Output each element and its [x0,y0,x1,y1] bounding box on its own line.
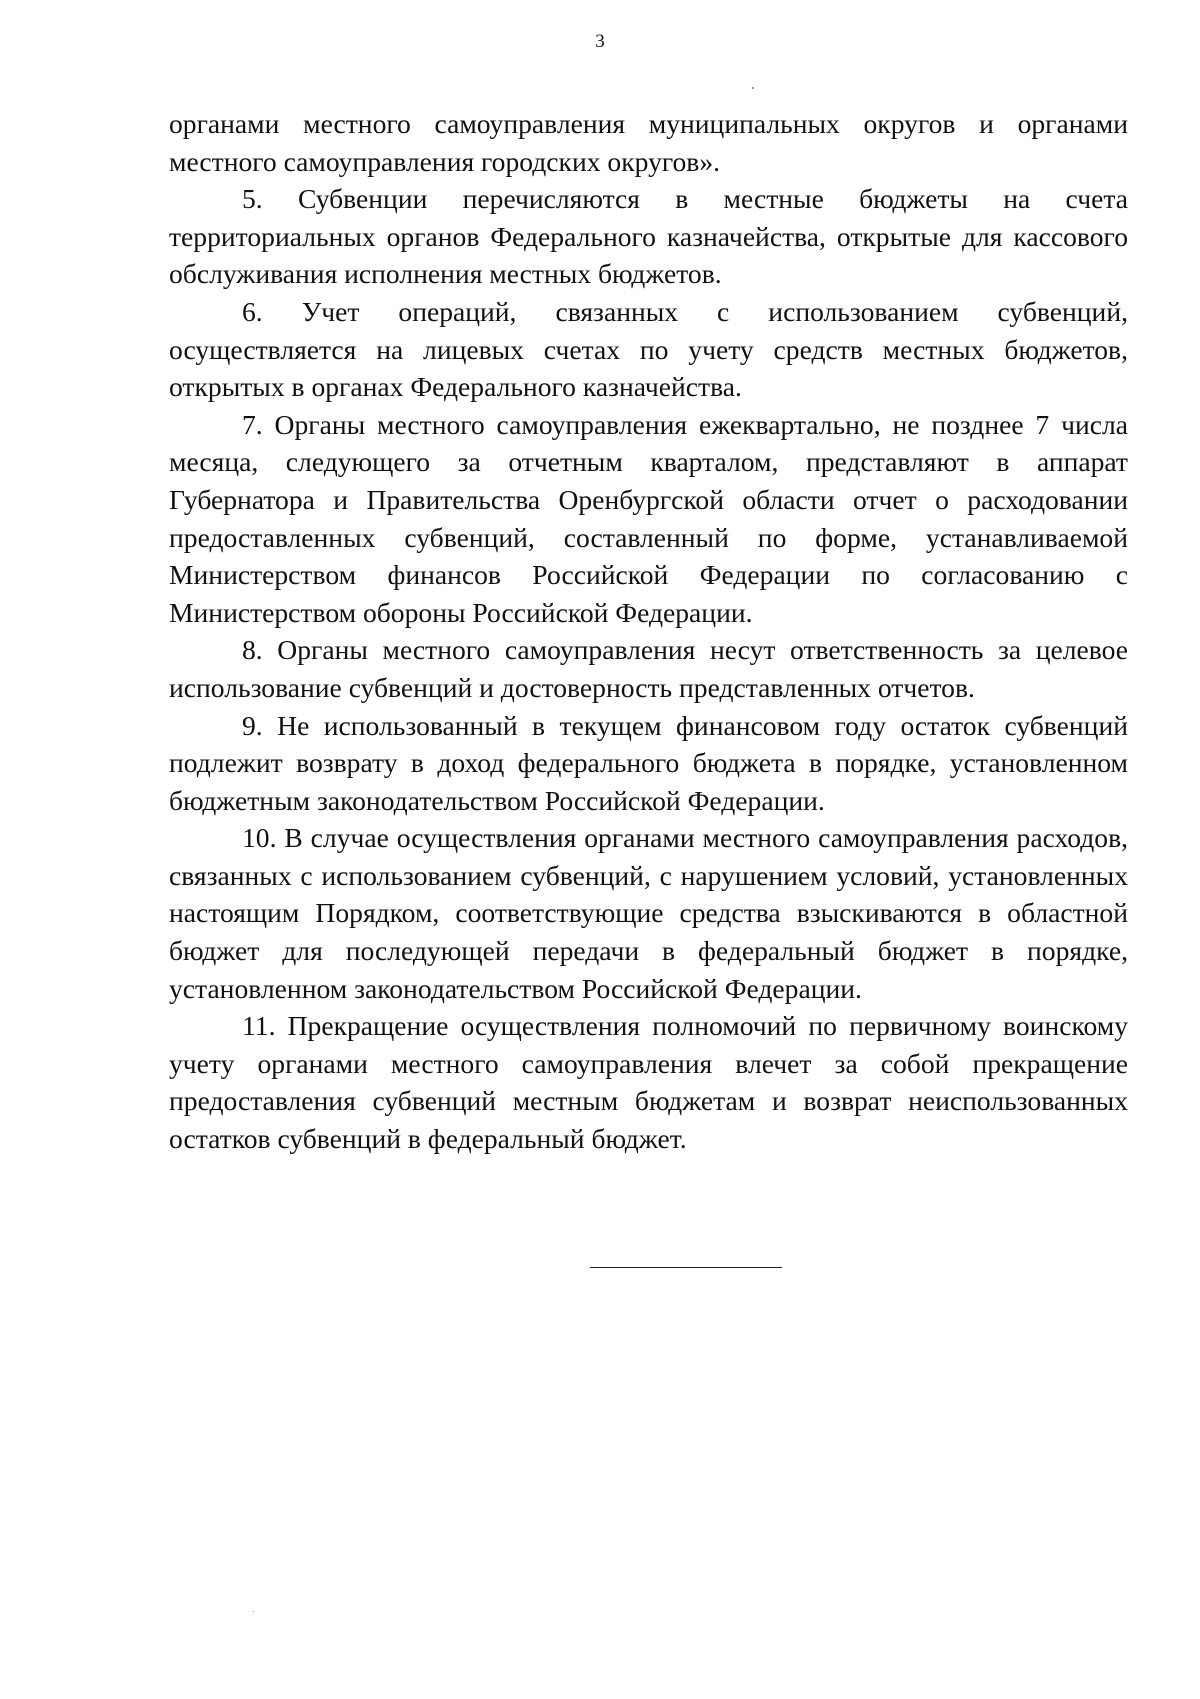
scan-speck [253,1611,254,1612]
document-body [169,105,1128,1158]
paragraph-item-5: 5. Субвенции перечисляются в местные бюджеты на счета территориальных органов Федерального казначейства, открытые для кассового обслуживания исполнения местных бюджетов. [169,183,1128,290]
paragraph-item-6: 6. Учет операций, связанных с использованием субвенций, осуществляется на лицевых счетах по учету средств местных бюджетов, открытых в органах Федерального казначейства. [169,295,1128,403]
page-number: 3 [595,31,605,52]
end-of-document-rule [590,1267,782,1268]
scan-speck [752,87,754,89]
paragraph-item-8: 8. Органы местного самоуправления несут ответственность за целевое использование субвенций и достоверность представленных отчетов. [169,634,1128,703]
paragraph-item-11: 11. Прекращение осуществления полномочий по первичному воинскому учету органами местного самоуправления влечет за собой прекращение предоставления субвенций местным бюджетам и возврат неиспользованных остатков субвенций в федеральный бюджет. [169,1010,1128,1155]
paragraph-item-7: 7. Органы местного самоуправления ежеквартально, не позднее 7 числа месяца, следующего за отчетным кварталом, представляют в аппарат Губернатора и Правительства Оренбургской области отчет о расходовании предоставленных субвенций, составленный по форме, устанавливаемой Министерством финансов Российской Федерации по согласованию с Министерством обороны Российской Федерации. [169,408,1128,628]
paragraph-item-9: 9. Не использованный в текущем финансовом году остаток субвенций подлежит возврату в доход федерального бюджета в порядке, установленном бюджетным законодательством Российской Федерации. [169,709,1128,816]
paragraph-continuation: органами местного самоуправления муниципальных округов и органами местного самоуправления городских округов». [169,108,1128,177]
paragraph-item-10: 10. В случае осуществления органами местного самоуправления расходов, связанных с использованием субвенций, с нарушением условий, установленных настоящим Порядком, соответствующие средства взыскиваются в областной бюджет для последующей передачи в федеральный бюджет в порядке, установленном законодательством Российской Федерации. [169,822,1128,1004]
